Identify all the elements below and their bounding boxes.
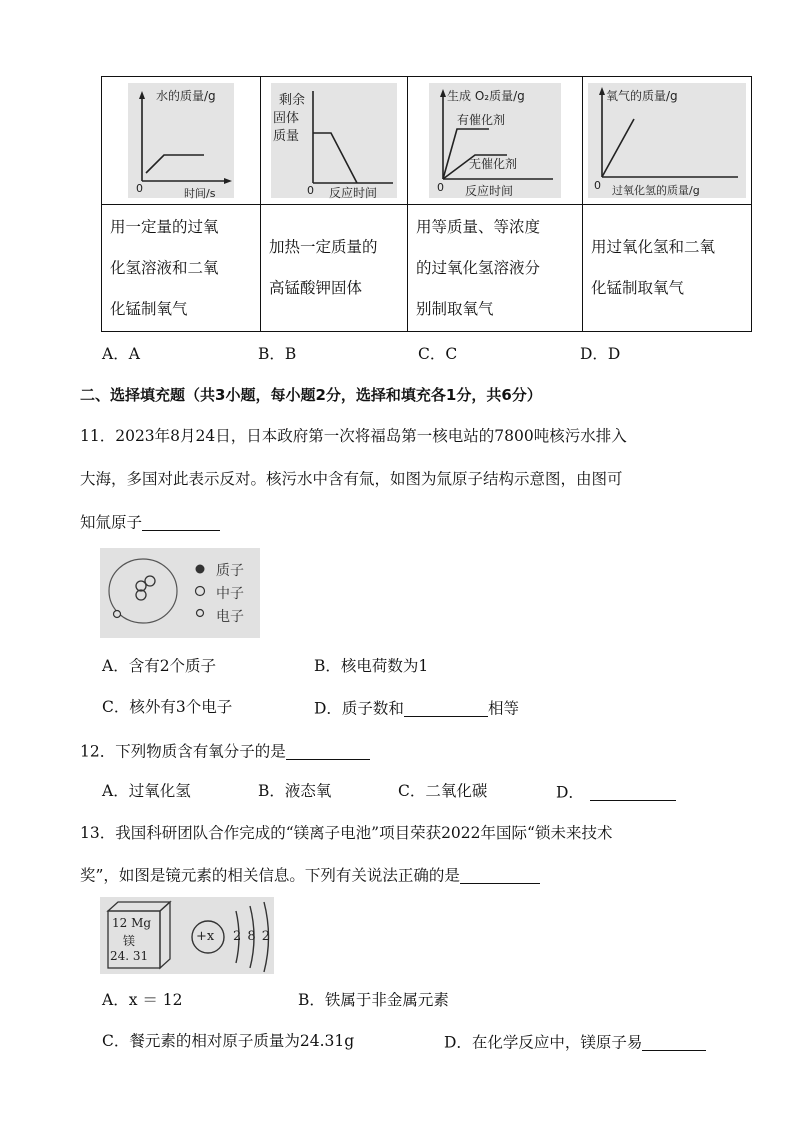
q10-option-a[interactable]: A．A xyxy=(102,345,140,363)
graph-d xyxy=(588,83,746,198)
legend-proton: 质子 xyxy=(216,563,244,579)
graph-a-ylabel: 水的质量/g xyxy=(156,89,216,103)
q10-option-c[interactable]: C．C xyxy=(418,345,458,363)
q11-option-d[interactable]: D．质子数和 相等 xyxy=(314,699,519,718)
q11-option-d-blank[interactable] xyxy=(404,700,488,717)
element-tile-number-symbol: 12 Mg xyxy=(112,916,152,930)
section-heading: 二、选择填充题（共3小题，每小题2分，选择和填充各1分，共6分） xyxy=(80,386,542,404)
q11-option-c[interactable]: C．核外有3个电子 xyxy=(102,698,233,716)
q12-option-c[interactable]: C．二氧化碳 xyxy=(398,782,488,800)
graph-a xyxy=(128,83,234,198)
graph-c-origin: 0 xyxy=(437,181,444,194)
graph-b-xlabel: 反应时间 xyxy=(329,186,378,200)
q13-option-b[interactable]: B．铁属于非金属元素 xyxy=(298,991,449,1009)
graph-d-ylabel: 氧气的质量/g xyxy=(606,89,678,103)
graph-a-xlabel: 时间/s xyxy=(184,187,216,200)
q12-answer-blank[interactable] xyxy=(286,743,370,760)
graph-b-ylabel-2: 固体 xyxy=(273,111,300,126)
q12-option-b[interactable]: B．液态氧 xyxy=(258,782,332,800)
tritium-atom-diagram xyxy=(100,548,260,638)
q11-stem-line3: 知氚原子 xyxy=(80,514,220,531)
q13-option-c[interactable]: C．餐元素的相对原子质量为24.31g xyxy=(102,1032,355,1050)
graph-c-ylabel: 生成 O₂质量/g xyxy=(447,89,525,103)
element-tile-mass: 24. 31 xyxy=(110,949,149,963)
magnesium-info-diagram xyxy=(100,897,274,974)
q10-option-d[interactable]: D．D xyxy=(580,345,621,363)
q10-graph-cell-a xyxy=(102,77,261,205)
graph-b-ylabel-3: 质量 xyxy=(273,129,300,144)
graph-d-xlabel: 过氧化氢的质量/g xyxy=(612,184,700,197)
q13-answer-blank[interactable] xyxy=(460,867,540,884)
graph-a-origin: 0 xyxy=(136,182,143,195)
q10-graph-cell-d xyxy=(583,77,752,205)
graph-b xyxy=(271,83,397,198)
q10-description-a: 用一定量的过氧 化氢溶液和二氧 化锰制氧气 xyxy=(102,205,261,332)
element-tile-name: 镁 xyxy=(123,934,136,948)
q11-stem-line1: 11．2023年8月24日，日本政府第一次将福岛第一核电站的7800吨核污水排入 xyxy=(80,427,627,445)
graph-c xyxy=(429,83,561,198)
q10-option-b[interactable]: B．B xyxy=(258,345,297,363)
q13-option-a[interactable]: A．x ＝ 12 xyxy=(102,991,183,1009)
q10-table xyxy=(101,76,752,332)
q11-option-a[interactable]: A．含有2个质子 xyxy=(102,657,217,675)
q13-option-d[interactable]: D．在化学反应中，镁原子易 xyxy=(444,1034,706,1051)
electron-shells: 2 8 2 xyxy=(233,929,271,944)
graph-d-origin: 0 xyxy=(594,179,601,192)
legend-neutron: 中子 xyxy=(216,586,244,602)
q13-stem-line1: 13．我国科研团队合作完成的“镁离子电池”项目荣获2022年国际“锁未来技术 xyxy=(80,824,613,842)
q13-option-d-blank[interactable] xyxy=(642,1034,706,1051)
q11-option-b[interactable]: B．核电荷数为1 xyxy=(314,657,429,675)
graph-b-origin: 0 xyxy=(307,184,314,197)
graph-c-xlabel: 反应时间 xyxy=(465,184,514,198)
q11-answer-blank[interactable] xyxy=(142,514,220,531)
q10-graph-cell-b xyxy=(261,77,408,205)
q10-description-c: 用等质量、等浓度 的过氧化氢溶液分 别制取氧气 xyxy=(408,205,583,332)
graph-c-series-catalyst: 有催化剂 xyxy=(457,113,506,127)
q10-description-b: 加热一定质量的 高锰酸钾固体 xyxy=(261,205,408,332)
graph-c-series-no-catalyst: 无催化剂 xyxy=(469,157,518,171)
legend-electron: 电子 xyxy=(216,609,244,625)
q13-stem-line2: 奖”，如图是镜元素的相关信息。下列有关说法正确的是 xyxy=(80,867,540,884)
q12-option-d[interactable]: D． xyxy=(556,784,676,801)
nucleus-charge: +x xyxy=(196,929,215,944)
q11-stem-line2: 大海，多国对此表示反对。核污水中含有氚，如图为氚原子结构示意图，由图可 xyxy=(80,470,623,488)
q10-graph-cell-c xyxy=(408,77,583,205)
q12-option-d-blank[interactable] xyxy=(590,784,676,801)
graph-b-ylabel-1: 剩余 xyxy=(279,93,306,108)
q10-description-d: 用过氧化氢和二氧 化锰制取氧气 xyxy=(583,205,752,332)
q12-stem: 12．下列物质含有氧分子的是 xyxy=(80,743,370,760)
q12-option-a[interactable]: A．过氧化氢 xyxy=(102,782,191,800)
